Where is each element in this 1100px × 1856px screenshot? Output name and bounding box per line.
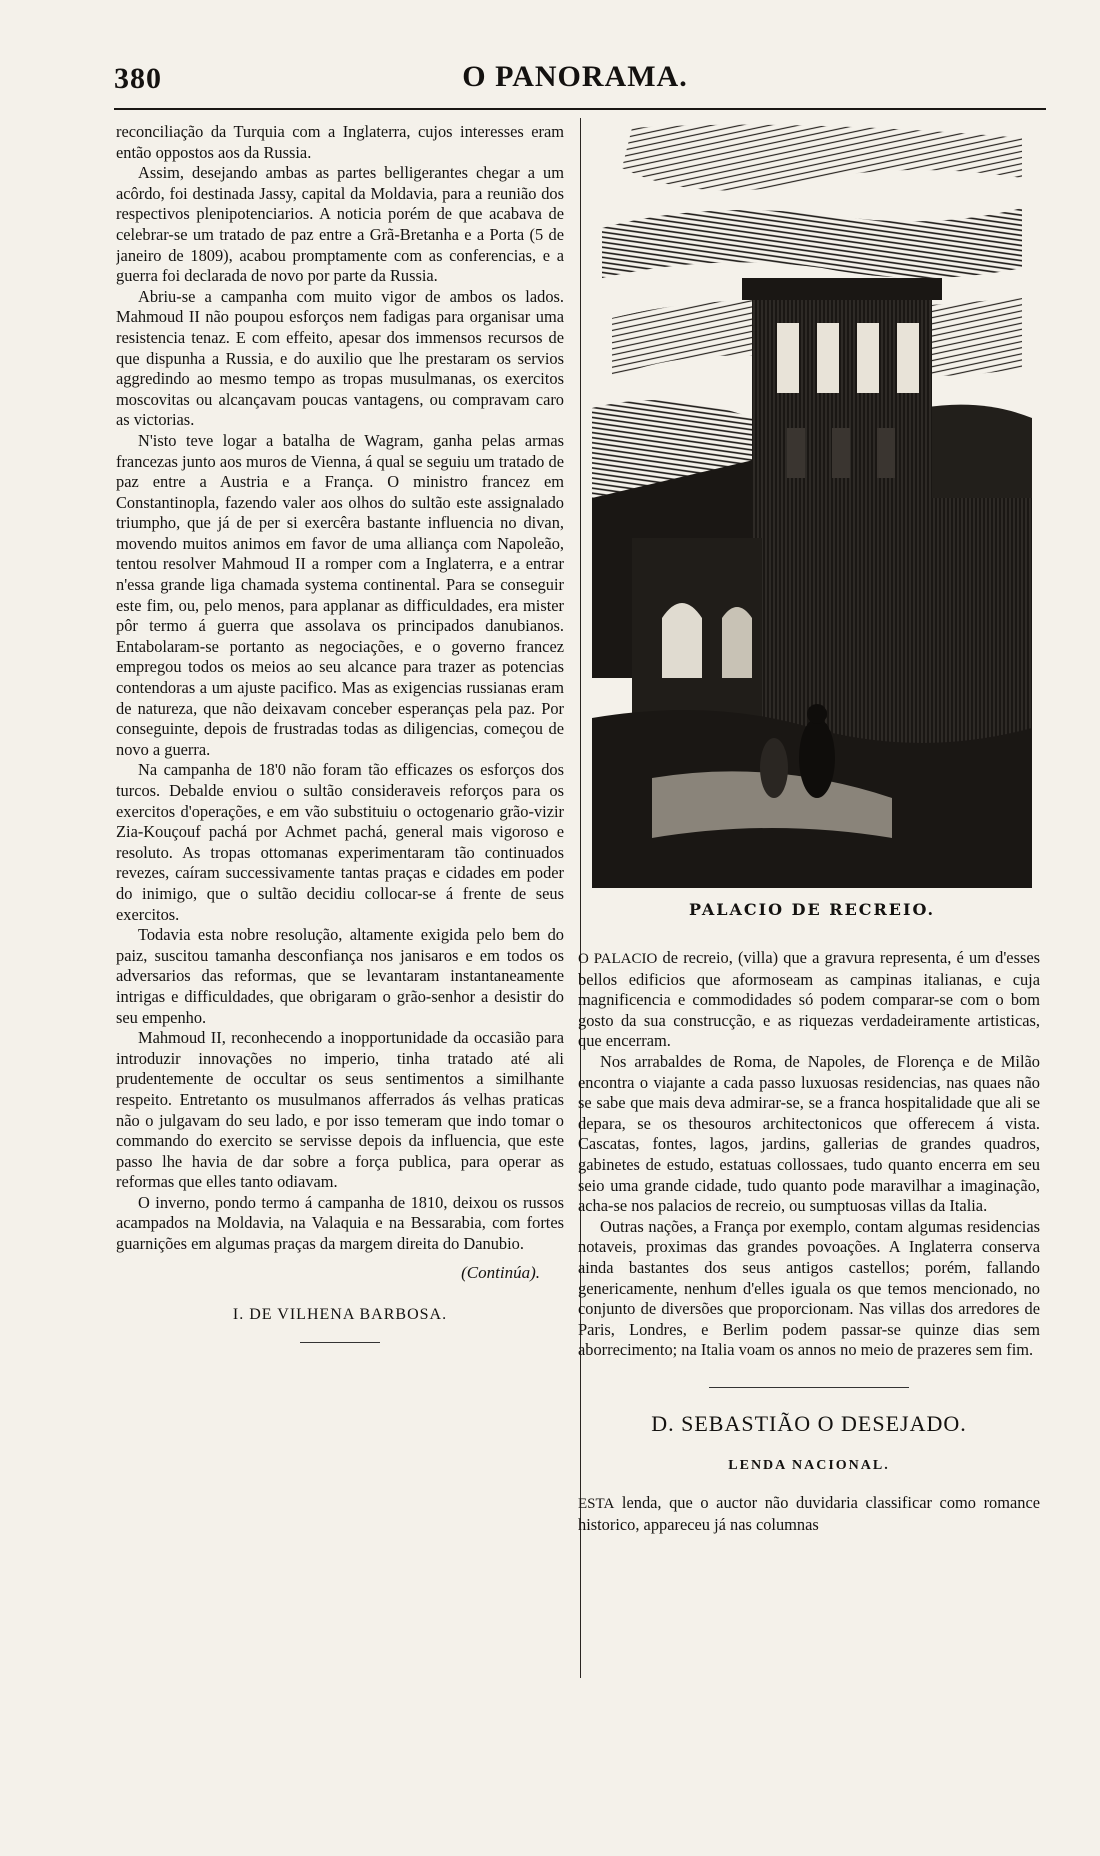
paragraph: Abriu-se a campanha com muito vigor de ambos os lados. Mahmoud II não poupou esforços nem fadigas para organisar uma resistencia tenaz. E com effeito, apesar dos immensos recursos de que dispunha a Russia, e do auxilio que lhe prestaram os servios aggredindo ao mesmo tempo as tropas musulmanas, os exercitos moscovitas ou alcançavam poucas vantagens, ou compravam caro as victorias.: [116, 286, 564, 430]
engraving-caption: PALACIO DE RECREIO.: [688, 900, 936, 919]
continua-note: (Continúa).: [461, 1262, 540, 1282]
paragraph: Assim, desejando ambas as partes belligerantes chegar a um acôrdo, foi destinada Jassy, capital da Moldavia, para a reunião dos respectivos plenipotenciarios. A noticia porém de que acabava de celebrar-se um tratado de paz entre a Grã-Bretanha e a Porta (5 de janeiro de 1809), acabou promptamente com as conferencias, e a guerra foi declarada de novo por parte da Russia.: [116, 163, 564, 286]
figure: [799, 718, 835, 798]
paragraph: [578, 948, 1040, 1052]
figure-head: [807, 704, 827, 724]
tower-window: [857, 323, 879, 393]
header-rule: [114, 108, 1046, 110]
lead-word: O PALACIO: [578, 951, 658, 967]
lead-word: ESTA: [578, 1496, 615, 1513]
paragraph: [578, 1493, 1040, 1535]
palace-engraving: [592, 118, 1032, 888]
right-wing: [932, 498, 1032, 758]
paragraph: Mahmoud II, reconhecendo a inopportunidade da occasião para introduzir innovações no imperio, tinha tratado até ali prudentemente de occultar os seus sentimentos a similhante respeito. Entretanto os musulmanos afferrados ás velhas praticas não o julgavam do seu lado, e por isso temeram que indo tomar o commando do exercito se servisse depois da influencia, que este passo lhe havia de dar sobre a força publica, para operar as reformas que elles tanto odiavam.: [116, 1028, 564, 1192]
paragraph: Outras nações, a França por exemplo, contam algumas residencias notaveis, proximas das grandes povoações. A Inglaterra conserva ainda bastantes dos seus antigos castellos; porém, fallando genericamente, nenhum d'elles iguala os que temos mencionado, no conjunto de diversões que proporcionam. Nas villas dos arredores de Paris, Londres, e Berlim podem passar-se quinze dias sem aborrecimento; na Italia voam os annos no meio de prazeres sem fim.: [578, 1216, 1040, 1360]
paragraph: reconciliação da Turquia com a Inglaterra, cujos interesses eram então oppostos aos da Russia.: [116, 122, 564, 162]
paragraph: O inverno, pondo termo á campanha de 1810, deixou os russos acampados na Moldavia, na Valaquia e na Bessarabia, com fortes guarnições em algumas praças da margem direita do Danubio.: [116, 1192, 564, 1254]
tower-window: [817, 323, 839, 393]
tower-window: [897, 323, 919, 393]
paragraph-text: de recreio, (villa) que a gravura representa, é um d'esses bellos edificios que aformoseam as campinas italianas, e cuja magnificencia e commodidades só podem comparar-se com o bom gosto da sua construcção, e as riquezas verdadeiramente artisticas, que encerram.: [578, 948, 1040, 1051]
tower-window: [832, 428, 850, 478]
tower-top: [742, 278, 942, 300]
author-rule: [300, 1342, 380, 1343]
paragraph-text: lenda, que o auctor não duvidaria classificar como romance historico, appareceu já nas columnas: [578, 1493, 1040, 1534]
right-column: [578, 948, 1040, 1535]
author-signature: I. DE VILHENA BARBOSA.: [232, 1306, 448, 1324]
tower-window: [787, 428, 805, 478]
section-divider: [709, 1387, 909, 1388]
section-title: D. SEBASTIÃO O DESEJADO.: [651, 1410, 967, 1436]
figure: [760, 738, 788, 798]
paragraph: Na campanha de 18'0 não foram tão efficazes os esforços dos turcos. Debalde enviou o sultão consideraveis reforços para os exercitos d'operações, e em vão substituiu o octogenario grão-vizir Zia-Kouçouf pachá por Achmet pachá, general mais vigoroso e resoluto. As tropas ottomanas experimentaram tão continuados revezes, caíram successivamente tantas praças e cidades em poder do inimigo, que o sultão decidiu collocar-se á frente de seus exercitos.: [116, 760, 564, 924]
page-number: 380: [114, 62, 162, 95]
left-column: [116, 122, 564, 1702]
arch: [662, 603, 702, 678]
masthead-title: O PANORAMA.: [462, 60, 688, 93]
paragraph: Todavia esta nobre resolução, altamente exigida pelo bem do paiz, suscitou tamanha desconfiança nos janisaros e em todos os adversarios das reformas, que se levantaram instantaneamente intrigas e difficuldades, que obrigaram o grão-senhor a desistir do seu empenho.: [116, 925, 564, 1027]
tower-window: [777, 323, 799, 393]
paragraph: N'isto teve logar a batalha de Wagram, ganha pelas armas francezas junto aos muros de Vienna, á qual se seguiu um tratado de paz entre a Austria e a França. O ministro francez em Constantinopla, fazendo valer aos olhos do sultão este assignalado triumpho, que já de per si exercêra bastante influencia no divan, movendo muitos animos em favor de uma alliança com Napoleão, tentou resolver Mahmoud II a romper com a Inglaterra, e a entrar n'essa grande liga chamada systema continental. Para se conseguir este fim, ou, pelo menos, para applanar as difficuldades, era mister pôr termo á guerra que assolava os principados danubianos. Entabolaram-se portanto as negociações, e o governo francez empregou todos os meios ao seu alcance para trazer as potencias contendoras a um ajuste pacifico. Mas as exigencias russianas eram de natureza, que não deixavam conceber esperanças pela paz. Por conseguinte, depois de frustradas todas as diligencias, começou de novo a guerra.: [116, 430, 564, 759]
arch: [722, 607, 752, 678]
paragraph: Nos arrabaldes de Roma, de Napoles, de Florença e de Milão encontra o viajante a cada passo luxuosas residencias, nas quaes não se sabe que mais deva admirar-se, se a franca hospitalidade que ali se depara, se os thesouros architectonicos que offerecem á vista. Cascatas, fontes, lagos, jardins, gallerias de grandes quadros, gabinetes de estudo, estatuas collossaes, tudo quanto encerra em seu seio uma grande cidade, tudo quanto pode maravilhar a imaginação, acha-se nos palacios de recreio, ou sumptuosas villas da Italia.: [578, 1051, 1040, 1216]
section-subtitle: LENDA NACIONAL.: [728, 1458, 890, 1474]
tower-window: [877, 428, 895, 478]
